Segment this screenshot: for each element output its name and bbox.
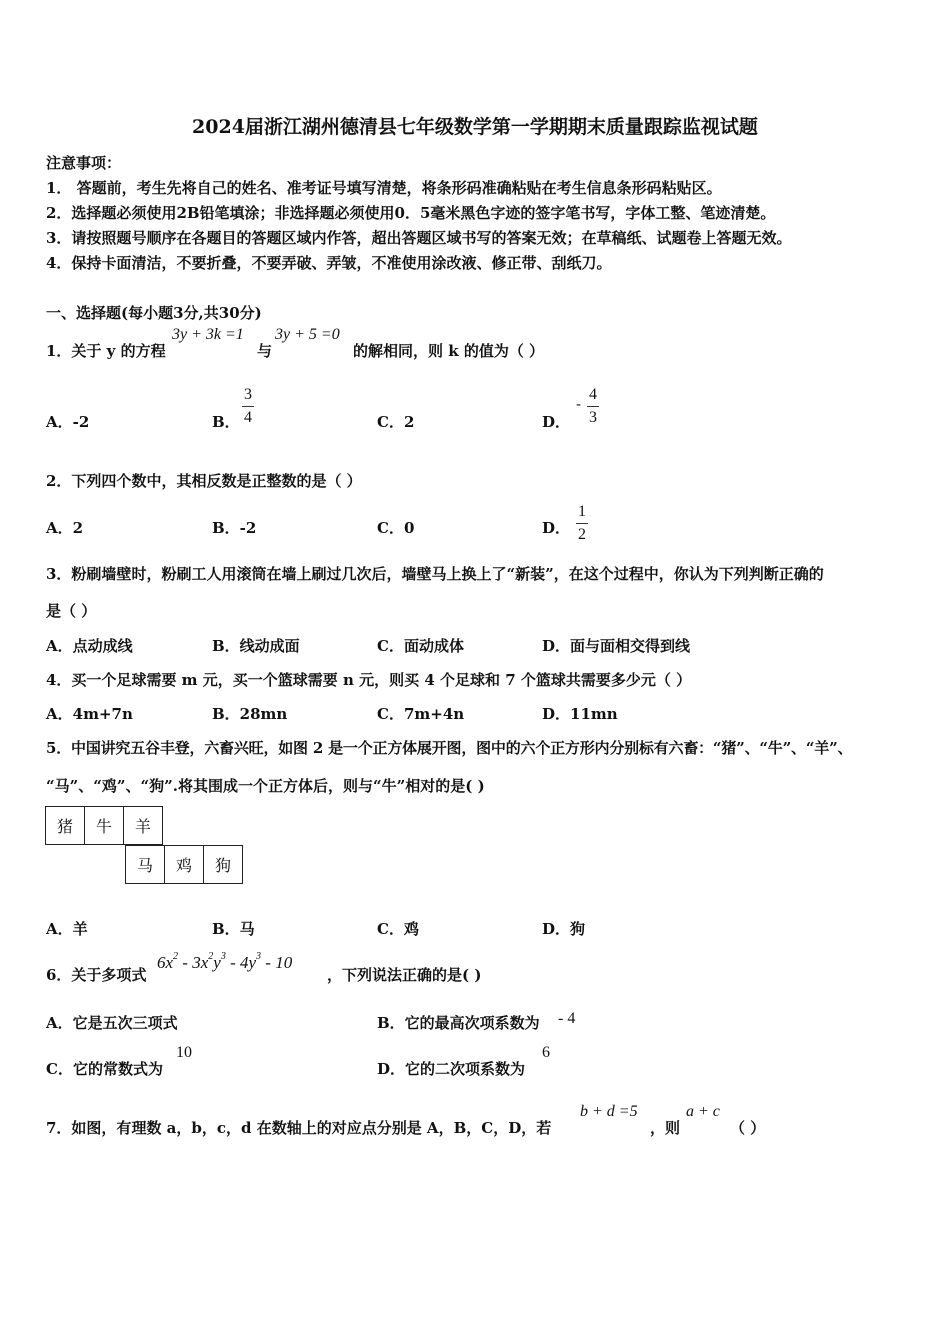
q6-term-1: 6x (157, 953, 174, 972)
q6-pre: 6．关于多项式 (46, 966, 147, 984)
cube-net-cell-dog: 狗 (203, 845, 243, 884)
cube-net-cell-sheep: 羊 (123, 806, 163, 845)
q3-stem-line-2: 是（ ） (46, 602, 97, 620)
q6-option-b-value: - 4 (558, 1010, 576, 1027)
page-title: 2024届浙江湖州德清县七年级数学第一学期期末质量跟踪监视试题 (192, 116, 758, 138)
q3-option-d: D．面与面相交得到线 (542, 637, 691, 655)
q6-option-c-value: 10 (176, 1044, 192, 1061)
q6-option-d-value: 6 (542, 1044, 550, 1061)
q6-term-2: - 3x (178, 953, 209, 972)
q3-option-c: C．面动成体 (377, 637, 464, 655)
q6-post: ，下列说法正确的是( ) (327, 966, 482, 984)
q6-option-c: C．它的常数式为 (46, 1060, 163, 1078)
q5-option-a: A．羊 (46, 920, 88, 938)
q4-option-a: A．4m+7n (46, 705, 133, 723)
q6-exp-2: 2 (208, 951, 214, 962)
q7-pre: 7．如图，有理数 a，b，c，d 在数轴上的对应点分别是 A，B，C，D，若 (46, 1119, 552, 1137)
q5-option-d: D．狗 (542, 920, 586, 938)
q6-exp-4: 3 (256, 951, 262, 962)
q2-d-denominator: 2 (578, 526, 586, 543)
q6-option-d: D．它的二次项系数为 (377, 1060, 526, 1078)
q6-exp-1: 2 (173, 951, 179, 962)
q4-option-b: B．28mn (212, 705, 288, 723)
q1-b-denominator: 4 (244, 409, 252, 426)
q7-equation: b + d =5 (580, 1103, 638, 1120)
q5-stem-line-2: “马”、“鸡”、“狗”.将其围成一个正方体后，则与“牛”相对的是( ) (46, 777, 485, 795)
q4-option-d: D．11mn (542, 705, 618, 723)
q6-option-b: B．它的最高次项系数为 (377, 1014, 540, 1032)
q3-stem-line-1: 3．粉刷墙壁时，粉刷工人用滚筒在墙上刷过几次后，墙壁马上换上了“新装”，在这个过程中，你认为下列判断正确的 (46, 565, 824, 583)
q1-b-numerator: 3 (244, 386, 252, 403)
q1-option-d: D． (542, 413, 571, 431)
q6-term-3: y (213, 953, 221, 972)
q4-option-c: C．7m+4n (377, 705, 465, 723)
q1-option-d-fraction (587, 386, 599, 427)
cube-net-cell-horse: 马 (125, 845, 165, 884)
q7-post: （ ） (730, 1119, 766, 1137)
q5-option-b: B．马 (212, 920, 255, 938)
q1-post: 的解相同，则 k 的值为（ ） (353, 342, 545, 360)
cube-net-cell-chicken: 鸡 (164, 845, 204, 884)
q1-pre: 1．关于 y 的方程 (46, 342, 166, 360)
q2-stem: 2．下列四个数中，其相反数是正整数的是（ ） (46, 472, 362, 490)
q6-polynomial (157, 953, 292, 973)
cube-net-cell-ox: 牛 (84, 806, 124, 845)
q1-option-b-fraction (242, 386, 254, 427)
q1-option-c: C．2 (377, 413, 415, 431)
q1-option-b: B． (212, 413, 240, 431)
q2-option-c: C．0 (377, 519, 415, 537)
q6-term-5: - 10 (261, 953, 293, 972)
q5-option-c: C．鸡 (377, 920, 419, 938)
q5-stem-line-1: 5．中国讲究五谷丰登，六畜兴旺，如图 2 是一个正方体展开图，图中的六个正方形内分别标有六畜：“猪”、“牛”、“羊”、 (46, 739, 853, 757)
q2-option-d: D． (542, 519, 571, 537)
section-heading: 一、选择题(每小题3分,共30分) (46, 304, 262, 322)
q4-stem: 4．买一个足球需要 m 元，买一个篮球需要 n 元，则买 4 个足球和 7 个篮球共需要多少元（ ） (46, 671, 692, 689)
q2-d-numerator: 1 (578, 503, 586, 520)
q1-option-a: A．-2 (46, 413, 90, 431)
cube-net-figure (45, 806, 265, 886)
q6-term-4: - 4y (225, 953, 257, 972)
notice-item-4: 4．保持卡面清洁，不要折叠，不要弄破、弄皱，不准使用涂改液、修正带、刮纸刀。 (46, 254, 612, 272)
q6-exp-3: 3 (220, 951, 226, 962)
q1-equation-2: 3y + 5 =0 (275, 326, 340, 343)
q2-option-b: B．-2 (212, 519, 257, 537)
notice-item-3: 3．请按照题号顺序在各题目的答题区域内作答，超出答题区域书写的答案无效；在草稿纸、试题卷上答题无效。 (46, 229, 792, 247)
q1-stem (46, 340, 166, 361)
q3-option-b: B．线动成面 (212, 637, 300, 655)
notice-item-1: 1． 答题前，考生先将自己的姓名、准考证号填写清楚，将条形码准确粘贴在考生信息条形码粘贴区。 (46, 179, 722, 197)
notice-item-2: 2．选择题必须使用2B铅笔填涂；非选择题必须使用0．5毫米黑色字迹的签字笔书写，字体工整、笔迹清楚。 (46, 204, 776, 222)
q3-option-a: A．点动成线 (46, 637, 133, 655)
notice-heading: 注意事项： (46, 154, 122, 172)
q2-option-a: A．2 (46, 519, 84, 537)
q1-d-sign: - (576, 395, 582, 413)
q1-d-numerator: 4 (589, 386, 597, 403)
cube-net-cell-pig: 猪 (45, 806, 85, 845)
q7-mid: ，则 (650, 1119, 681, 1137)
q1-equation-1: 3y + 3k =1 (172, 326, 244, 343)
q1-and: 与 (257, 342, 273, 360)
q6-option-a: A．它是五次三项式 (46, 1014, 178, 1032)
q1-d-denominator: 3 (589, 409, 597, 426)
q2-option-d-fraction (576, 503, 588, 544)
q7-expression: a + c (686, 1103, 720, 1120)
